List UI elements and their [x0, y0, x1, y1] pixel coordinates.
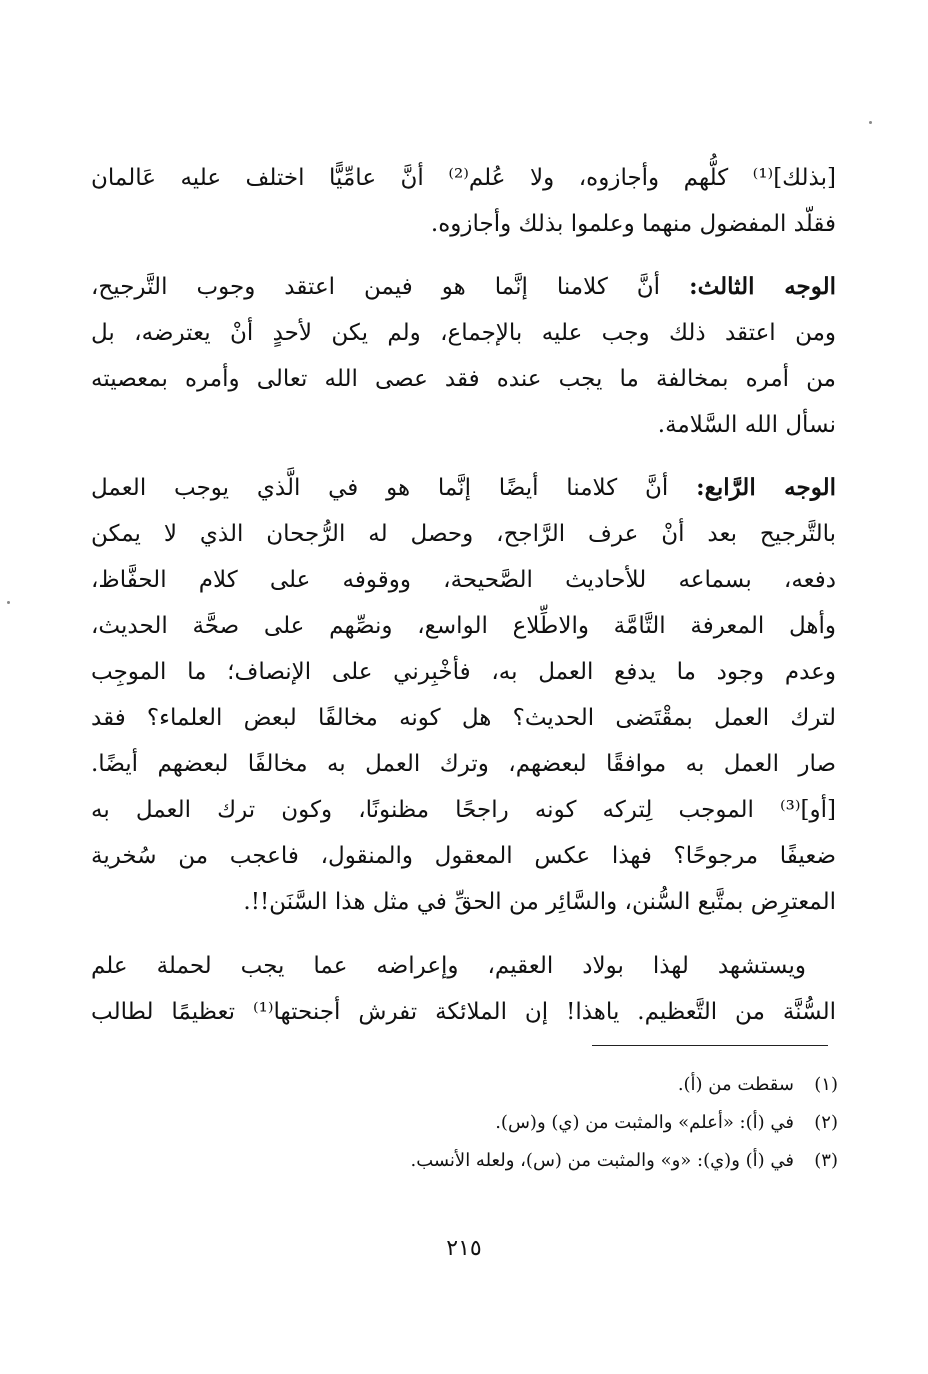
text-line: لترك العمل بمقْتَضى الحديث؟ هل كونه مخالفًا لبعض العلماء؟ فقد	[91, 705, 836, 731]
footnote: (٢)في (أ): «أعلم» والمثبت من (ي) و(س).	[495, 1112, 838, 1133]
text-line: ويستشهد لهذا بولاد العقيم، وإعراضه عما يجب لحملة علم	[91, 953, 806, 979]
text-line: ضعيفًا مرجوحًا؟ فهذا عكس المعقول والمنقول، فاعجب من سُخرية	[91, 843, 836, 869]
text-line: المعترِض بمتَّبع السُّنن، والسَّائِر من الحقِّ في مثل هذا السَّنَن!!.	[243, 889, 836, 915]
footnote-separator	[592, 1045, 828, 1046]
footnote: (١)سقطت من (أ).	[677, 1074, 838, 1095]
text-line: بالتَّرجيح بعد أنْ عرف الرَّاجح، وحصل له الرُّجحان الذي لا يمكن	[91, 521, 836, 547]
text-line: ومن اعتقد ذلك وجب عليه بالإجماع، ولم يكن لأحدٍ أنْ يعترضه، بل	[91, 320, 836, 346]
text-line: السُّنَّة من التَّعظيم. ياهذا! إن الملائكة تفرش أجنحتها⁽¹⁾ تعظيمًا لطالب	[91, 999, 837, 1025]
text-line: فقلّد المفضول منهما وعلموا بذلك وأجازوه.	[430, 211, 836, 237]
text-line: نسأل الله السَّلامة.	[657, 412, 836, 438]
text-line: من أمره بمخالفة ما يجب عنده فقد عصى الله تعالى وأمره بمعصيته	[91, 366, 836, 392]
text-line: [أو]⁽³⁾ الموجب لِتركه كونه راجحًا مظنونًا، وكون ترك العمل به	[91, 797, 836, 823]
scan-speck	[869, 121, 872, 124]
text-line: وأهل المعرفة التَّامَّة والاطِّلاع الواسع، ونصِّهم على صحَّة الحديث،	[91, 613, 836, 639]
footnote: (٣)في (أ) و(ي): «و» والمثبت من (س)، ولعله الأنسب.	[410, 1150, 838, 1171]
bracket-insert: [أو]⁽³⁾	[780, 797, 836, 823]
section-heading: الوجه الرَّابع:	[696, 474, 837, 501]
text-line: [بذلك]⁽¹⁾ كلُّهم وأجازوه، ولا عُلم⁽²⁾ أنَّ عامِّيًّا اختلف عليه عَالمان	[91, 165, 837, 191]
scan-speck	[7, 601, 10, 604]
text-line: الوجه الثالث: أنَّ كلامنا إنَّما هو فيمن اعتقد وجوب التَّرجيح،	[91, 273, 837, 300]
text-line: وعدم وجود ما يدفع العمل به، فأخْبِرني على الإنصاف؛ ما الموجِب	[91, 659, 836, 685]
section-heading: الوجه الثالث:	[689, 273, 837, 300]
text-line: دفعه، بسماعه للأحاديث الصَّحيحة، ووقوفه على كلام الحفَّاظ،	[91, 567, 836, 593]
page-number: ٢١٥	[446, 1236, 482, 1261]
text-line: صار العمل به موافقًا لبعضهم، وترك العمل به مخالفًا لبعضهم أيضًا.	[91, 751, 836, 777]
text-line: الوجه الرَّابع: أنَّ كلامنا أيضًا إنَّما هو في الَّذي يوجب العمل	[91, 474, 837, 501]
